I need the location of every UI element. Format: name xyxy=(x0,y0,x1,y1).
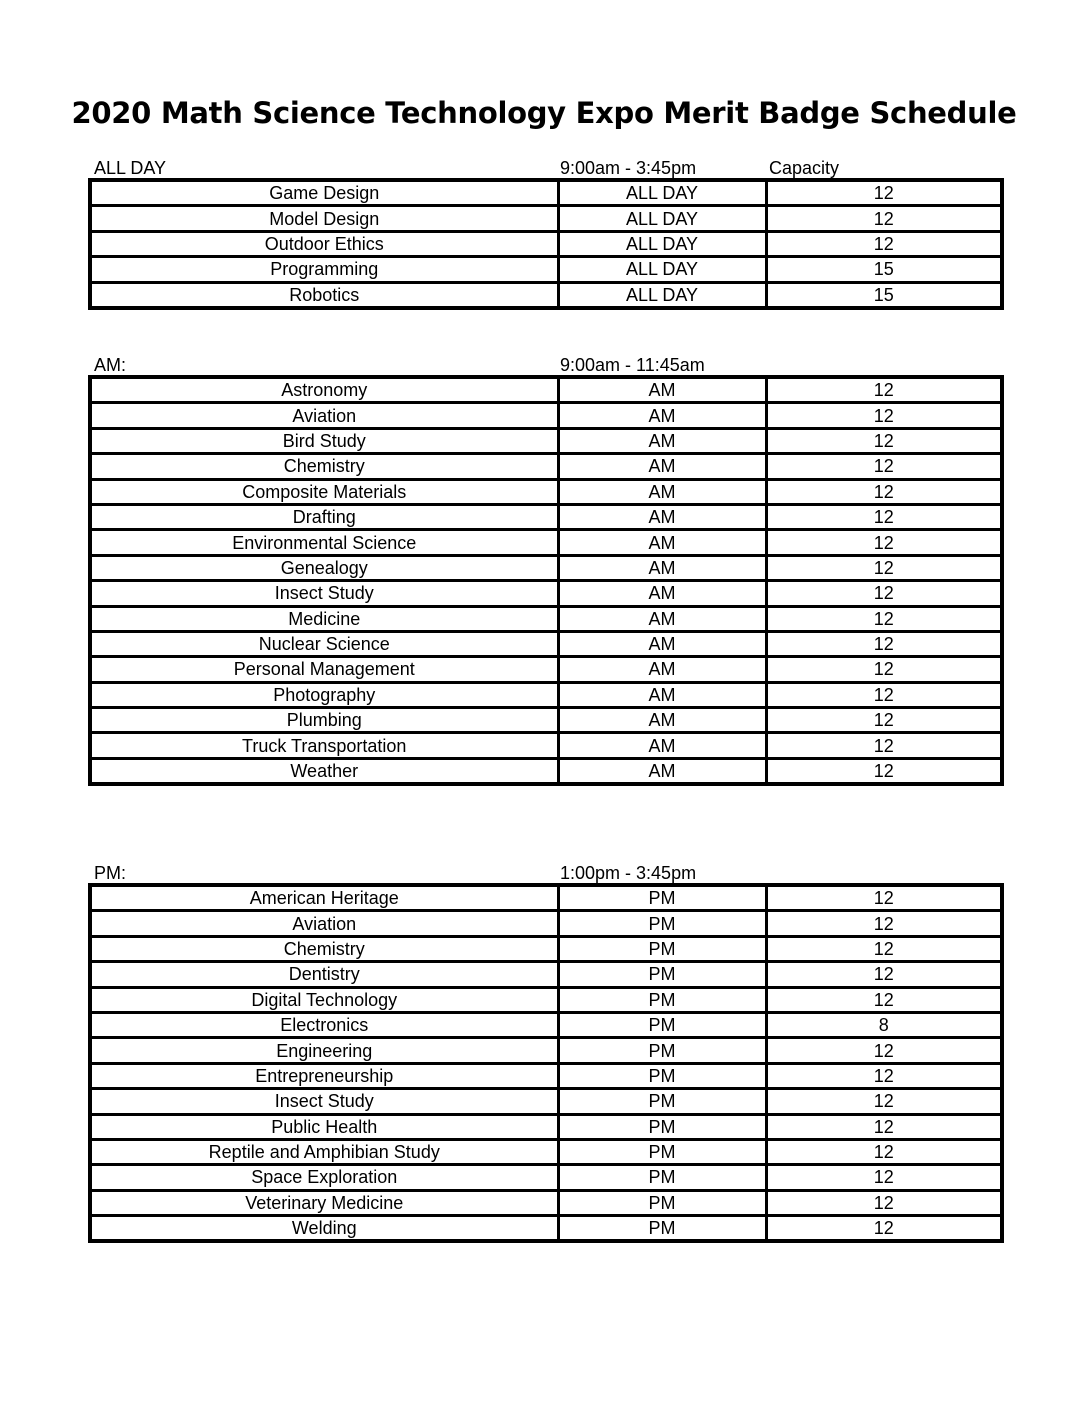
table-row xyxy=(90,1114,1002,1139)
table-row xyxy=(90,1012,1002,1037)
table-row xyxy=(90,758,1002,784)
session-cell: PM xyxy=(558,1063,766,1088)
session-cell: AM xyxy=(558,733,766,758)
session-cell: PM xyxy=(558,1190,766,1215)
capacity-cell: 12 xyxy=(766,530,1002,555)
table-row xyxy=(90,1089,1002,1114)
capacity-cell: 12 xyxy=(766,1139,1002,1164)
badge-name-cell: Bird Study xyxy=(90,428,558,453)
table-row xyxy=(90,987,1002,1012)
capacity-cell: 12 xyxy=(766,936,1002,961)
table-row xyxy=(90,708,1002,733)
session-cell: AM xyxy=(558,377,766,403)
section-header xyxy=(88,158,1000,178)
table-row xyxy=(90,428,1002,453)
capacity-cell: 12 xyxy=(766,682,1002,707)
session-cell: PM xyxy=(558,1038,766,1063)
capacity-cell: 12 xyxy=(766,708,1002,733)
badge-name-cell: Electronics xyxy=(90,1012,558,1037)
badge-name-cell: Nuclear Science xyxy=(90,631,558,656)
session-cell: ALL DAY xyxy=(558,206,766,231)
badge-name-cell: Medicine xyxy=(90,606,558,631)
table-row xyxy=(90,1165,1002,1190)
section-time: 9:00am - 11:45am xyxy=(560,355,705,375)
session-cell: PM xyxy=(558,885,766,911)
badge-name-cell: Entrepreneurship xyxy=(90,1063,558,1088)
badge-name-cell: Veterinary Medicine xyxy=(90,1190,558,1215)
table-row xyxy=(90,581,1002,606)
capacity-cell: 12 xyxy=(766,206,1002,231)
session-cell: AM xyxy=(558,530,766,555)
capacity-cell: 12 xyxy=(766,1190,1002,1215)
table-row xyxy=(90,911,1002,936)
table-row xyxy=(90,377,1002,403)
capacity-cell: 12 xyxy=(766,377,1002,403)
capacity-cell: 15 xyxy=(766,257,1002,282)
table-row xyxy=(90,733,1002,758)
capacity-cell: 12 xyxy=(766,1063,1002,1088)
capacity-cell: 12 xyxy=(766,428,1002,453)
badge-name-cell: Composite Materials xyxy=(90,479,558,504)
table-row xyxy=(90,1190,1002,1215)
table-row xyxy=(90,885,1002,911)
table-row xyxy=(90,631,1002,656)
session-cell: AM xyxy=(558,758,766,784)
badge-name-cell: Dentistry xyxy=(90,962,558,987)
session-cell: AM xyxy=(558,403,766,428)
session-cell: AM xyxy=(558,657,766,682)
section-header xyxy=(88,863,1000,883)
session-cell: AM xyxy=(558,504,766,529)
session-cell: PM xyxy=(558,987,766,1012)
table-row xyxy=(90,682,1002,707)
capacity-cell: 12 xyxy=(766,231,1002,256)
badge-name-cell: Game Design xyxy=(90,180,558,206)
badge-name-cell: Digital Technology xyxy=(90,987,558,1012)
session-cell: AM xyxy=(558,631,766,656)
badge-name-cell: American Heritage xyxy=(90,885,558,911)
schedule-table-am xyxy=(88,375,1004,786)
table-row xyxy=(90,1063,1002,1088)
table-row xyxy=(90,657,1002,682)
badge-name-cell: Photography xyxy=(90,682,558,707)
badge-name-cell: Engineering xyxy=(90,1038,558,1063)
schedule-table-pm xyxy=(88,883,1004,1243)
badge-name-cell: Public Health xyxy=(90,1114,558,1139)
badge-name-cell: Space Exploration xyxy=(90,1165,558,1190)
badge-name-cell: Outdoor Ethics xyxy=(90,231,558,256)
table-row xyxy=(90,504,1002,529)
badge-name-cell: Insect Study xyxy=(90,581,558,606)
capacity-cell: 12 xyxy=(766,987,1002,1012)
capacity-cell: 12 xyxy=(766,911,1002,936)
badge-name-cell: Chemistry xyxy=(90,454,558,479)
table-row xyxy=(90,1038,1002,1063)
session-cell: PM xyxy=(558,911,766,936)
badge-name-cell: Plumbing xyxy=(90,708,558,733)
section-am xyxy=(88,355,1000,786)
table-row xyxy=(90,1216,1002,1242)
badge-name-cell: Robotics xyxy=(90,282,558,308)
section-header xyxy=(88,355,1000,375)
table-row xyxy=(90,257,1002,282)
session-cell: AM xyxy=(558,555,766,580)
session-cell: PM xyxy=(558,1139,766,1164)
session-cell: PM xyxy=(558,936,766,961)
capacity-header: Capacity xyxy=(769,158,840,178)
capacity-cell: 12 xyxy=(766,403,1002,428)
capacity-cell: 12 xyxy=(766,555,1002,580)
section-label: PM: xyxy=(94,863,127,883)
session-cell: PM xyxy=(558,1012,766,1037)
session-cell: PM xyxy=(558,1114,766,1139)
session-cell: AM xyxy=(558,428,766,453)
table-row xyxy=(90,962,1002,987)
table-row xyxy=(90,936,1002,961)
table-row xyxy=(90,479,1002,504)
badge-name-cell: Programming xyxy=(90,257,558,282)
capacity-cell: 8 xyxy=(766,1012,1002,1037)
session-cell: PM xyxy=(558,1165,766,1190)
capacity-cell: 12 xyxy=(766,962,1002,987)
capacity-cell: 12 xyxy=(766,1089,1002,1114)
capacity-cell: 12 xyxy=(766,758,1002,784)
capacity-cell: 12 xyxy=(766,1165,1002,1190)
badge-name-cell: Insect Study xyxy=(90,1089,558,1114)
capacity-cell: 12 xyxy=(766,581,1002,606)
badge-name-cell: Environmental Science xyxy=(90,530,558,555)
section-time: 9:00am - 3:45pm xyxy=(560,158,697,178)
table-row xyxy=(90,606,1002,631)
capacity-cell: 12 xyxy=(766,180,1002,206)
table-row xyxy=(90,206,1002,231)
badge-name-cell: Truck Transportation xyxy=(90,733,558,758)
session-cell: AM xyxy=(558,454,766,479)
capacity-cell: 12 xyxy=(766,1114,1002,1139)
table-row xyxy=(90,555,1002,580)
capacity-cell: 12 xyxy=(766,1038,1002,1063)
section-pm xyxy=(88,863,1000,1243)
badge-name-cell: Genealogy xyxy=(90,555,558,580)
section-all-day xyxy=(88,158,1000,310)
section-label: ALL DAY xyxy=(94,158,167,178)
session-cell: PM xyxy=(558,1089,766,1114)
schedule-table-all-day xyxy=(88,178,1004,310)
capacity-cell: 12 xyxy=(766,631,1002,656)
badge-name-cell: Chemistry xyxy=(90,936,558,961)
capacity-cell: 12 xyxy=(766,1216,1002,1242)
session-cell: AM xyxy=(558,581,766,606)
table-row xyxy=(90,231,1002,256)
session-cell: ALL DAY xyxy=(558,180,766,206)
session-cell: ALL DAY xyxy=(558,282,766,308)
table-row xyxy=(90,403,1002,428)
session-cell: AM xyxy=(558,479,766,504)
session-cell: AM xyxy=(558,682,766,707)
session-cell: PM xyxy=(558,1216,766,1242)
table-row xyxy=(90,1139,1002,1164)
badge-name-cell: Weather xyxy=(90,758,558,784)
session-cell: AM xyxy=(558,708,766,733)
session-cell: ALL DAY xyxy=(558,257,766,282)
badge-name-cell: Drafting xyxy=(90,504,558,529)
capacity-cell: 12 xyxy=(766,479,1002,504)
session-cell: ALL DAY xyxy=(558,231,766,256)
table-row xyxy=(90,282,1002,308)
session-cell: AM xyxy=(558,606,766,631)
section-time: 1:00pm - 3:45pm xyxy=(560,863,697,883)
section-label: AM: xyxy=(94,355,127,375)
badge-name-cell: Reptile and Amphibian Study xyxy=(90,1139,558,1164)
capacity-cell: 12 xyxy=(766,885,1002,911)
capacity-cell: 12 xyxy=(766,504,1002,529)
capacity-cell: 12 xyxy=(766,733,1002,758)
badge-name-cell: Personal Management xyxy=(90,657,558,682)
session-cell: PM xyxy=(558,962,766,987)
badge-name-cell: Aviation xyxy=(90,911,558,936)
table-row xyxy=(90,530,1002,555)
capacity-cell: 12 xyxy=(766,657,1002,682)
badge-name-cell: Astronomy xyxy=(90,377,558,403)
capacity-cell: 15 xyxy=(766,282,1002,308)
capacity-cell: 12 xyxy=(766,606,1002,631)
page-title: 2020 Math Science Technology Expo Merit Badge Schedule xyxy=(71,96,1017,130)
badge-name-cell: Model Design xyxy=(90,206,558,231)
table-row xyxy=(90,180,1002,206)
capacity-cell: 12 xyxy=(766,454,1002,479)
table-row xyxy=(90,454,1002,479)
badge-name-cell: Welding xyxy=(90,1216,558,1242)
badge-name-cell: Aviation xyxy=(90,403,558,428)
